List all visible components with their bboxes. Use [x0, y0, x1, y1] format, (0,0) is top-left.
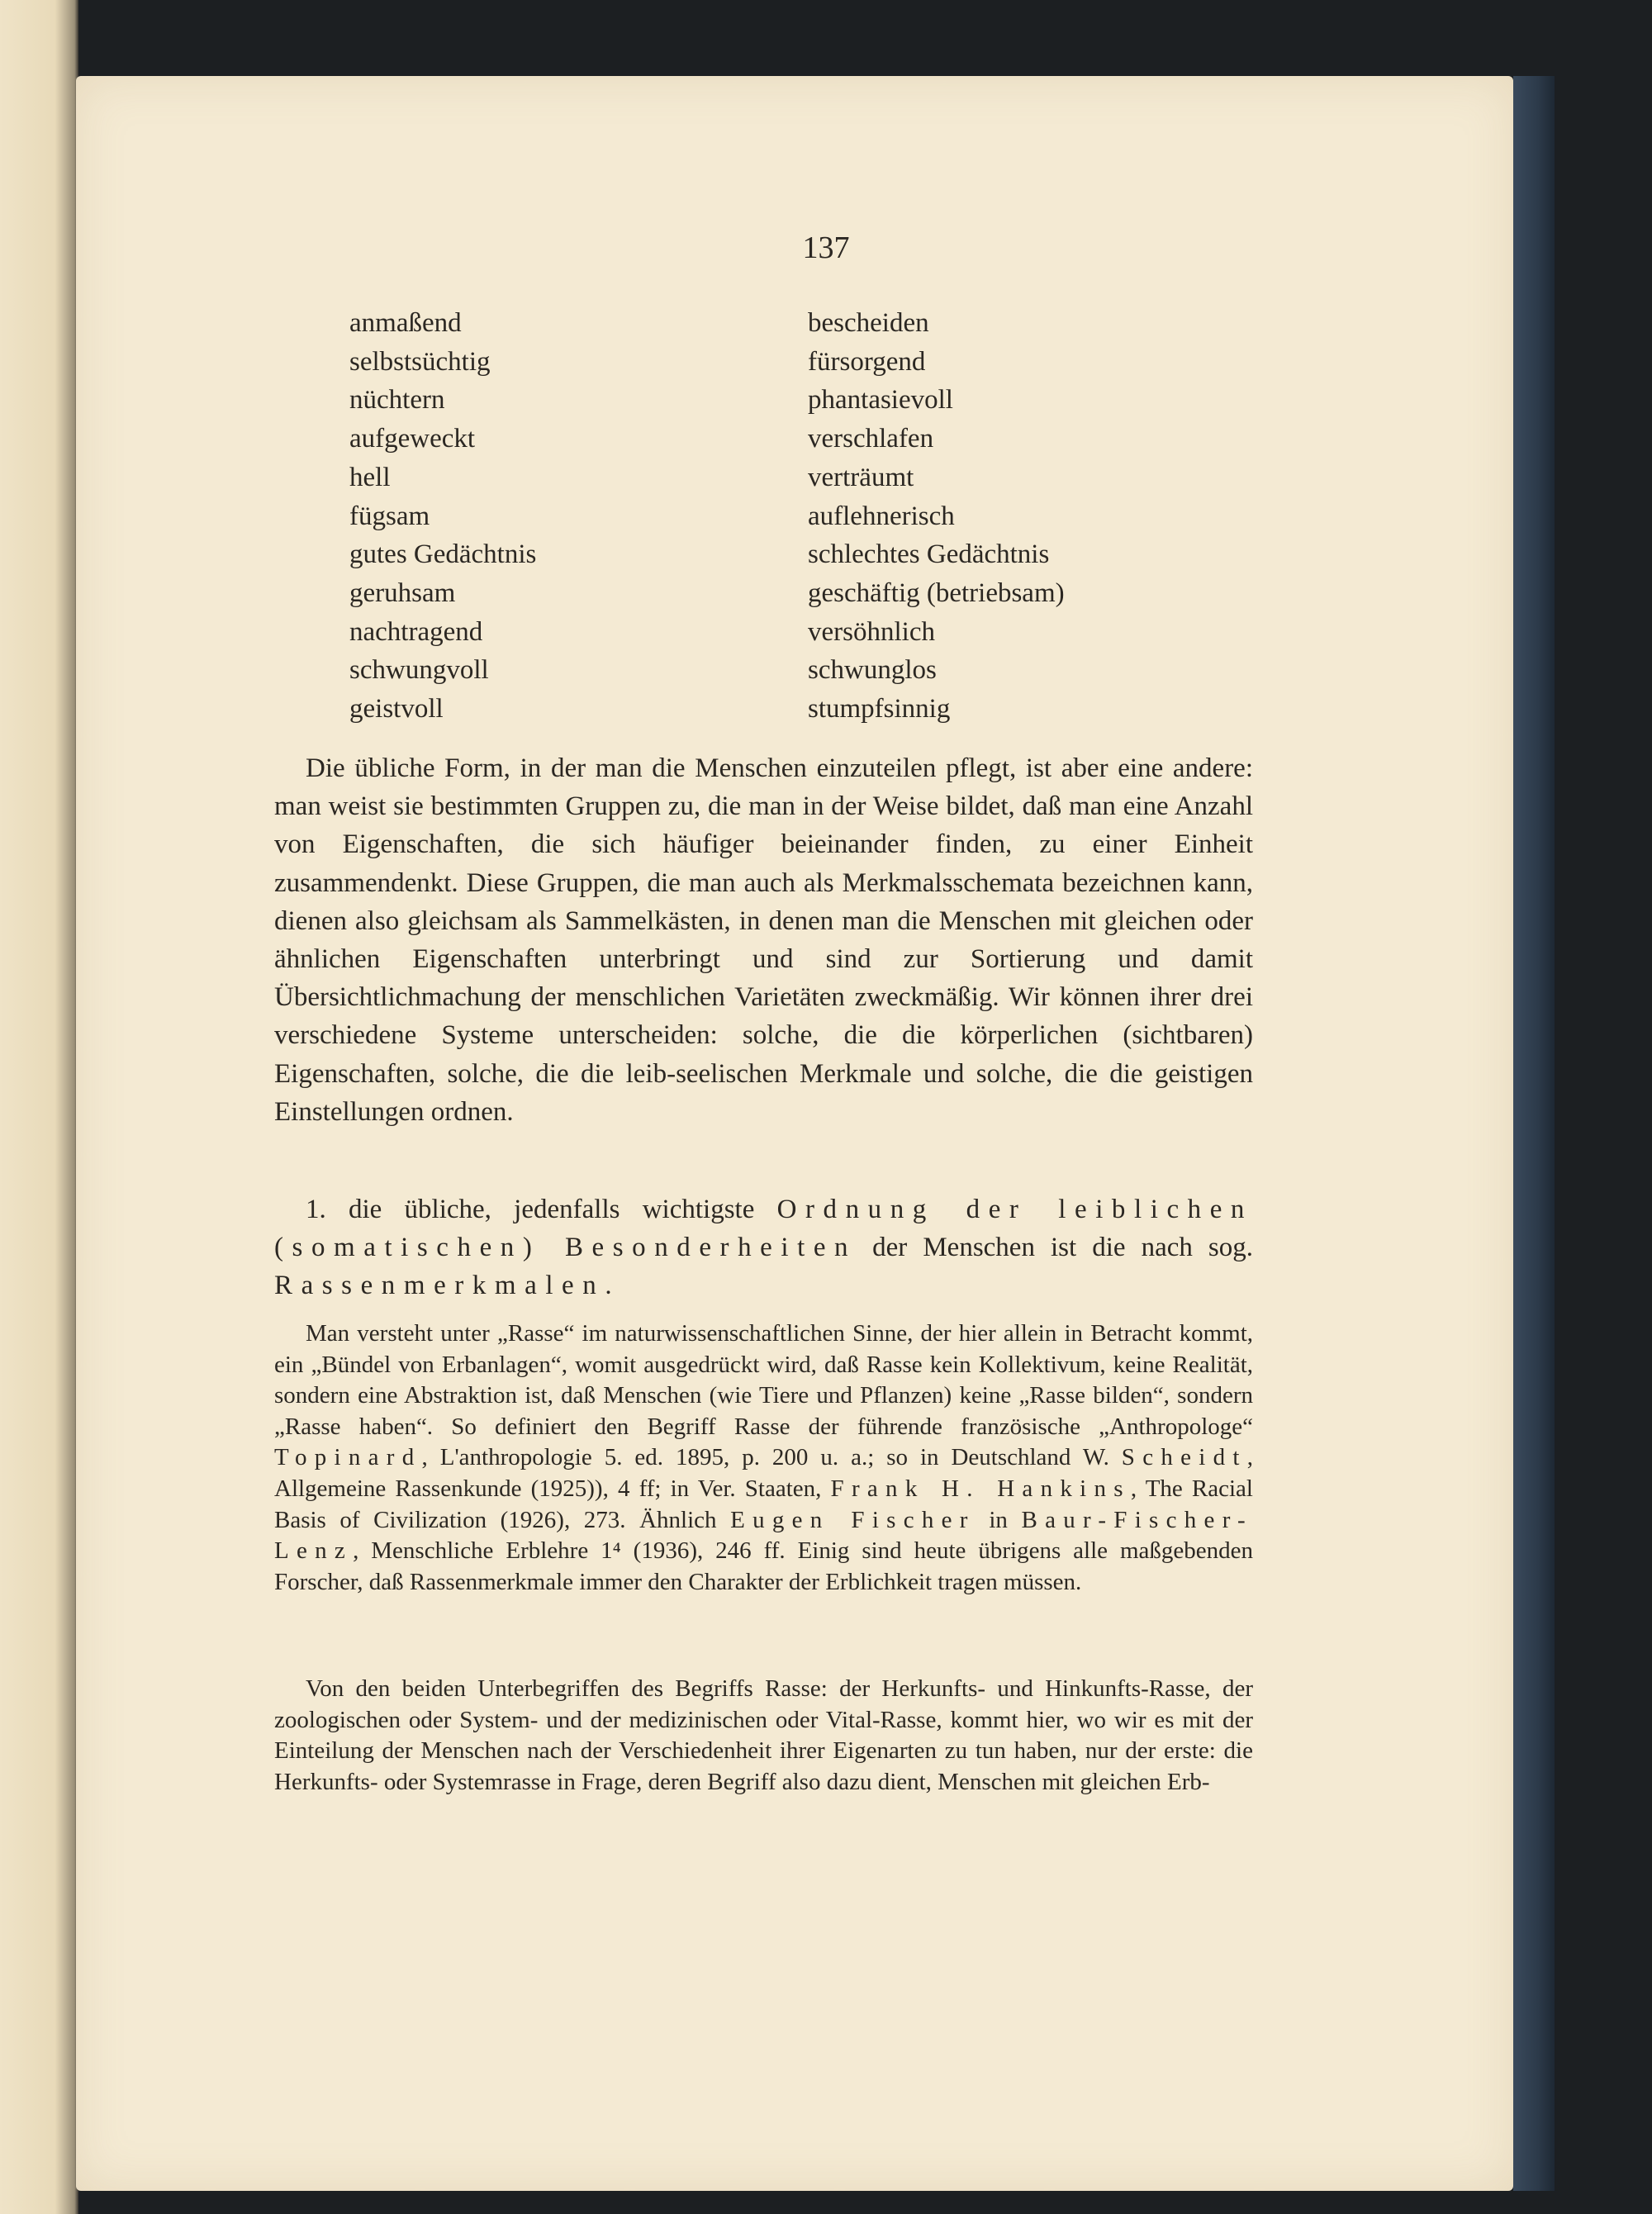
list-item: schwunglos: [808, 655, 937, 686]
page-number: 137: [802, 230, 850, 265]
paragraph-race-subconcepts: Von den beiden Unterbegriffen des Begriffs Rasse: der Herkunfts- und Hinkunfts-Rasse, der zoologischen oder System- und der medizinischen oder Vital-Rasse, kommt hier, wo wir es mit der Einteilung der Menschen nach der Verschiedenheit ihrer Eigenarten zu tun haben, nur der erste: die Herkunfts- oder Systemrasse in Frage, deren Begriff also dazu dient, Menschen mit gleichen Erb-: [274, 1675, 1253, 1795]
list-item: hell: [349, 462, 391, 492]
list-item: geistvoll: [349, 694, 444, 725]
list-item: fürsorgend: [808, 346, 926, 377]
text-run: in: [975, 1506, 1022, 1533]
adjacent-page-edge: [0, 0, 78, 2214]
list-item: nüchtern: [349, 385, 445, 416]
list-item: geschäftig (betriebsam): [808, 577, 1065, 608]
list-item: anmaßend: [349, 308, 462, 338]
list-item: gutes Gedächtnis: [349, 539, 537, 570]
trait-list-right: [808, 304, 1303, 729]
list-item: bescheiden: [808, 308, 929, 338]
author-name: Eugen Fischer: [730, 1506, 976, 1533]
list-item: schlechtes Gedächtnis: [808, 539, 1050, 570]
paragraph-classification: Die übliche Form, in der man die Menschen einzuteilen pflegt, ist aber eine andere: man weist sie bestimmten Gruppen zu, die man in der Weise bildet, daß man eine Anzahl von Eigenschaften, die sich häufiger beieinander finden, zu einer Einheit zusammendenkt. Diese Gruppen, die man auch als Merkmalsschemata bezeichnen kann, dienen also gleichsam als Sammelkästen, in denen man die Menschen mit gleichen oder ähnlichen Eigenschaften unterbringt und sind zur Sortierung und damit Übersichtlichmachung der menschlichen Varietäten zweckmäßig. Wir können ihrer drei verschiedene Systeme unterscheiden: solche, die die körperlichen (sichtbaren) Eigenschaften, solche, die die leib-seelischen Merkmale und solche, die die geistigen Einstellungen ordnen.: [274, 753, 1253, 1127]
author-name: Frank H. Hankins: [830, 1475, 1131, 1502]
list-item: verträumt: [808, 462, 914, 492]
text-run: , Menschliche Erblehre 1⁴ (1936), 246 ff. Einig sind heute übrigens alle maßgebenden Forscher, daß Rassenmerkmale immer den Charakter der Erblichkeit tragen müssen.: [274, 1537, 1253, 1595]
paragraph-somatic-order: [274, 1190, 1253, 1305]
list-item: geruhsam: [349, 577, 456, 608]
text-run: Man versteht unter „Rasse“ im naturwissenschaftlichen Sinne, der hier allein in Betracht kommt, ein „Bündel von Erbanlagen“, womit ausgedrückt wird, daß Rasse kein Kollektivum, keine Realität, sondern eine Abstraktion ist, daß Menschen (wie Tiere und Pflanzen) keine „Rasse bilden“, sondern „Rasse haben“. So definiert den Begriff Rasse der führende französische „Anthropologe“: [274, 1320, 1253, 1440]
text-run: , The Racial Basis of Civilization (1926), 273. Ähnlich: [274, 1475, 1253, 1533]
list-item: nachtragend: [349, 616, 483, 647]
text-run: 1. die übliche, jedenfalls wichtigste: [306, 1195, 777, 1224]
emphasis-text: Rassenmerkmalen: [274, 1271, 605, 1301]
author-name: Topinard: [274, 1444, 422, 1471]
text-run: , Allgemeine Rassenkunde (1925)), 4 ff; in Ver. Staaten,: [274, 1444, 1253, 1502]
paragraph-race-definition: [274, 1318, 1253, 1598]
text-run: der Menschen ist die nach sog.: [857, 1233, 1253, 1263]
list-item: aufgeweckt: [349, 424, 476, 454]
book-cover-edge: [1513, 76, 1555, 2191]
list-item: phantasievoll: [808, 385, 953, 416]
list-item: schwungvoll: [349, 655, 489, 686]
text-run: , L'anthropologie 5. ed. 1895, p. 200 u. a.; so in Deutschland W.: [421, 1444, 1122, 1471]
emphasis-text: Ordnung der leiblichen (somatischen) Besonderheiten: [274, 1195, 1253, 1263]
list-item: verschlafen: [808, 424, 934, 454]
author-name: Scheidt: [1121, 1444, 1247, 1471]
list-item: versöhnlich: [808, 616, 935, 647]
list-item: stumpfsinnig: [808, 694, 951, 725]
trait-list-left: [349, 304, 845, 729]
list-item: auflehnerisch: [808, 501, 955, 531]
author-name: Baur-Fischer-Lenz: [274, 1506, 1253, 1565]
list-item: selbstsüchtig: [349, 346, 491, 377]
text-run: .: [605, 1271, 612, 1301]
list-item: fügsam: [349, 501, 430, 531]
